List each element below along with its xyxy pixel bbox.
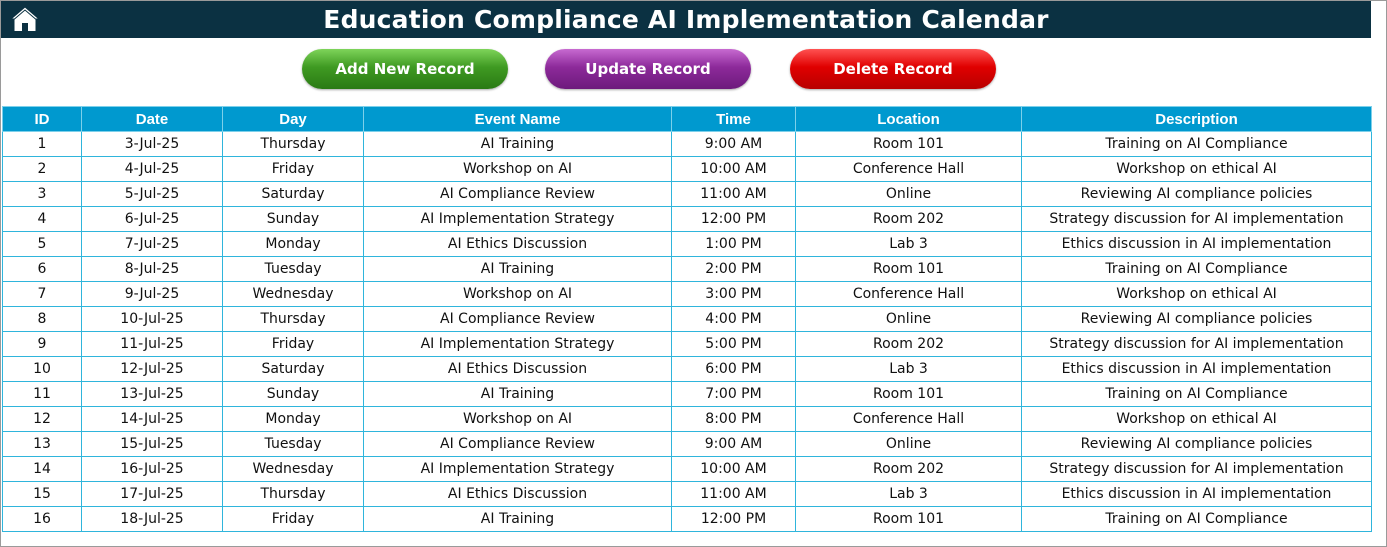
table-row[interactable] — [3, 132, 1372, 157]
cell-day[interactable]: Friday — [223, 157, 364, 182]
cell-description[interactable]: Strategy discussion for AI implementation — [1022, 207, 1372, 232]
table-row[interactable] — [3, 207, 1372, 232]
cell-time[interactable]: 3:00 PM — [672, 282, 796, 307]
cell-location[interactable]: Lab 3 — [796, 482, 1022, 507]
column-header-location[interactable]: Location — [796, 107, 1022, 132]
cell-date[interactable]: 11-Jul-25 — [82, 332, 223, 357]
cell-event-name[interactable]: AI Implementation Strategy — [364, 207, 672, 232]
cell-date[interactable]: 9-Jul-25 — [82, 282, 223, 307]
cell-day[interactable]: Monday — [223, 407, 364, 432]
cell-location[interactable]: Online — [796, 182, 1022, 207]
cell-time[interactable]: 9:00 AM — [672, 132, 796, 157]
table-row[interactable] — [3, 332, 1372, 357]
cell-date[interactable]: 13-Jul-25 — [82, 382, 223, 407]
cell-description[interactable]: Ethics discussion in AI implementation — [1022, 232, 1372, 257]
cell-event-name[interactable]: AI Ethics Discussion — [364, 482, 672, 507]
cell-event-name[interactable]: AI Implementation Strategy — [364, 457, 672, 482]
table-row[interactable] — [3, 457, 1372, 482]
cell-time[interactable]: 11:00 AM — [672, 482, 796, 507]
cell-location[interactable]: Conference Hall — [796, 282, 1022, 307]
cell-event-name[interactable]: Workshop on AI — [364, 282, 672, 307]
cell-day[interactable]: Tuesday — [223, 257, 364, 282]
cell-date[interactable]: 12-Jul-25 — [82, 357, 223, 382]
cell-time[interactable]: 10:00 AM — [672, 457, 796, 482]
cell-date[interactable]: 15-Jul-25 — [82, 432, 223, 457]
cell-event-name[interactable]: AI Compliance Review — [364, 432, 672, 457]
cell-day[interactable]: Sunday — [223, 207, 364, 232]
cell-location[interactable]: Online — [796, 432, 1022, 457]
table-row[interactable] — [3, 382, 1372, 407]
column-header-time[interactable]: Time — [672, 107, 796, 132]
cell-date[interactable]: 8-Jul-25 — [82, 257, 223, 282]
cell-location[interactable]: Online — [796, 307, 1022, 332]
table-row[interactable] — [3, 282, 1372, 307]
cell-date[interactable]: 10-Jul-25 — [82, 307, 223, 332]
cell-day[interactable]: Thursday — [223, 132, 364, 157]
cell-description[interactable]: Workshop on ethical AI — [1022, 282, 1372, 307]
cell-event-name[interactable]: AI Training — [364, 382, 672, 407]
cell-id[interactable]: 15 — [3, 482, 82, 507]
cell-location[interactable]: Room 202 — [796, 332, 1022, 357]
cell-location[interactable]: Room 101 — [796, 507, 1022, 532]
cell-time[interactable]: 12:00 PM — [672, 207, 796, 232]
cell-location[interactable]: Room 202 — [796, 457, 1022, 482]
cell-date[interactable]: 16-Jul-25 — [82, 457, 223, 482]
cell-time[interactable]: 2:00 PM — [672, 257, 796, 282]
cell-day[interactable]: Friday — [223, 507, 364, 532]
cell-day[interactable]: Sunday — [223, 382, 364, 407]
cell-id[interactable]: 8 — [3, 307, 82, 332]
cell-date[interactable]: 17-Jul-25 — [82, 482, 223, 507]
table-header-row — [3, 107, 1372, 132]
table-row[interactable] — [3, 482, 1372, 507]
cell-id[interactable]: 12 — [3, 407, 82, 432]
cell-description[interactable]: Training on AI Compliance — [1022, 382, 1372, 407]
add-new-record-button[interactable]: Add New Record — [302, 49, 508, 89]
cell-description[interactable]: Training on AI Compliance — [1022, 507, 1372, 532]
home-icon[interactable] — [10, 5, 40, 33]
cell-location[interactable]: Conference Hall — [796, 157, 1022, 182]
cell-event-name[interactable]: Workshop on AI — [364, 157, 672, 182]
cell-time[interactable]: 9:00 AM — [672, 432, 796, 457]
cell-description[interactable]: Reviewing AI compliance policies — [1022, 307, 1372, 332]
cell-event-name[interactable]: AI Ethics Discussion — [364, 357, 672, 382]
cell-description[interactable]: Strategy discussion for AI implementation — [1022, 332, 1372, 357]
cell-event-name[interactable]: AI Compliance Review — [364, 307, 672, 332]
cell-day[interactable]: Saturday — [223, 182, 364, 207]
cell-event-name[interactable]: AI Ethics Discussion — [364, 232, 672, 257]
cell-time[interactable]: 6:00 PM — [672, 357, 796, 382]
cell-time[interactable]: 12:00 PM — [672, 507, 796, 532]
table-row[interactable] — [3, 407, 1372, 432]
cell-id[interactable]: 16 — [3, 507, 82, 532]
cell-id[interactable]: 3 — [3, 182, 82, 207]
table-row[interactable] — [3, 357, 1372, 382]
table-row[interactable] — [3, 182, 1372, 207]
cell-location[interactable]: Conference Hall — [796, 407, 1022, 432]
cell-id[interactable]: 11 — [3, 382, 82, 407]
cell-date[interactable]: 5-Jul-25 — [82, 182, 223, 207]
table-row[interactable] — [3, 432, 1372, 457]
cell-day[interactable]: Monday — [223, 232, 364, 257]
cell-time[interactable]: 7:00 PM — [672, 382, 796, 407]
cell-time[interactable]: 8:00 PM — [672, 407, 796, 432]
cell-description[interactable]: Ethics discussion in AI implementation — [1022, 482, 1372, 507]
cell-date[interactable]: 6-Jul-25 — [82, 207, 223, 232]
cell-day[interactable]: Thursday — [223, 307, 364, 332]
column-header-date[interactable]: Date — [82, 107, 223, 132]
cell-description[interactable]: Ethics discussion in AI implementation — [1022, 357, 1372, 382]
cell-date[interactable]: 18-Jul-25 — [82, 507, 223, 532]
cell-id[interactable]: 14 — [3, 457, 82, 482]
cell-time[interactable]: 11:00 AM — [672, 182, 796, 207]
cell-date[interactable]: 14-Jul-25 — [82, 407, 223, 432]
cell-id[interactable]: 4 — [3, 207, 82, 232]
cell-id[interactable]: 2 — [3, 157, 82, 182]
table-row[interactable] — [3, 232, 1372, 257]
cell-description[interactable]: Strategy discussion for AI implementation — [1022, 457, 1372, 482]
cell-time[interactable]: 10:00 AM — [672, 157, 796, 182]
cell-description[interactable]: Workshop on ethical AI — [1022, 157, 1372, 182]
cell-day[interactable]: Saturday — [223, 357, 364, 382]
cell-event-name[interactable]: AI Training — [364, 257, 672, 282]
page-title: Education Compliance AI Implementation Calendar — [323, 5, 1049, 34]
cell-location[interactable]: Room 101 — [796, 132, 1022, 157]
cell-description[interactable]: Training on AI Compliance — [1022, 257, 1372, 282]
cell-location[interactable]: Room 101 — [796, 382, 1022, 407]
cell-id[interactable]: 1 — [3, 132, 82, 157]
cell-description[interactable]: Reviewing AI compliance policies — [1022, 432, 1372, 457]
cell-description[interactable]: Reviewing AI compliance policies — [1022, 182, 1372, 207]
cell-id[interactable]: 9 — [3, 332, 82, 357]
cell-location[interactable]: Lab 3 — [796, 232, 1022, 257]
column-header-description[interactable]: Description — [1022, 107, 1372, 132]
title-bar — [1, 1, 1371, 38]
calendar-table — [2, 106, 1372, 532]
cell-id[interactable]: 13 — [3, 432, 82, 457]
cell-description[interactable]: Workshop on ethical AI — [1022, 407, 1372, 432]
cell-time[interactable]: 5:00 PM — [672, 332, 796, 357]
column-header-id[interactable]: ID — [3, 107, 82, 132]
cell-event-name[interactable]: AI Implementation Strategy — [364, 332, 672, 357]
cell-event-name[interactable]: Workshop on AI — [364, 407, 672, 432]
cell-date[interactable]: 7-Jul-25 — [82, 232, 223, 257]
cell-date[interactable]: 3-Jul-25 — [82, 132, 223, 157]
cell-event-name[interactable]: AI Training — [364, 507, 672, 532]
update-record-button[interactable]: Update Record — [545, 49, 751, 89]
table-row[interactable] — [3, 257, 1372, 282]
column-header-day[interactable]: Day — [223, 107, 364, 132]
cell-id[interactable]: 7 — [3, 282, 82, 307]
cell-location[interactable]: Lab 3 — [796, 357, 1022, 382]
cell-event-name[interactable]: AI Training — [364, 132, 672, 157]
cell-event-name[interactable]: AI Compliance Review — [364, 182, 672, 207]
cell-location[interactable]: Room 101 — [796, 257, 1022, 282]
column-header-event-name[interactable]: Event Name — [364, 107, 672, 132]
cell-day[interactable]: Wednesday — [223, 457, 364, 482]
cell-day[interactable]: Thursday — [223, 482, 364, 507]
cell-id[interactable]: 5 — [3, 232, 82, 257]
delete-record-button[interactable]: Delete Record — [790, 49, 996, 89]
cell-id[interactable]: 10 — [3, 357, 82, 382]
cell-time[interactable]: 4:00 PM — [672, 307, 796, 332]
table-row[interactable] — [3, 307, 1372, 332]
cell-time[interactable]: 1:00 PM — [672, 232, 796, 257]
table-body — [3, 132, 1372, 532]
cell-description[interactable]: Training on AI Compliance — [1022, 132, 1372, 157]
cell-day[interactable]: Wednesday — [223, 282, 364, 307]
cell-date[interactable]: 4-Jul-25 — [82, 157, 223, 182]
table-row[interactable] — [3, 507, 1372, 532]
table-row[interactable] — [3, 157, 1372, 182]
cell-day[interactable]: Tuesday — [223, 432, 364, 457]
cell-location[interactable]: Room 202 — [796, 207, 1022, 232]
cell-day[interactable]: Friday — [223, 332, 364, 357]
cell-id[interactable]: 6 — [3, 257, 82, 282]
